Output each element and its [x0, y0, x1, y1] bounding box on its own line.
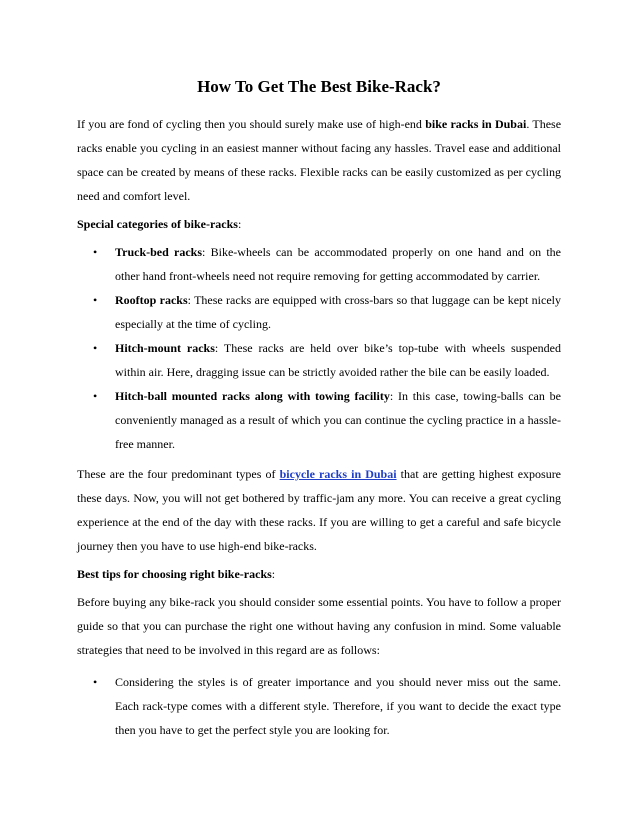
category-name: Rooftop racks: [115, 293, 188, 307]
bullet-icon: •: [93, 341, 98, 355]
bullet-icon: •: [93, 293, 98, 307]
special-categories-heading: [77, 212, 561, 236]
intro-paragraph: [77, 112, 561, 208]
list-item: [93, 240, 561, 288]
category-name: Truck-bed racks: [115, 245, 203, 259]
bullet-icon: •: [93, 389, 98, 403]
bicycle-racks-link[interactable]: bicycle racks in Dubai: [279, 467, 397, 481]
intro-text-2: . These racks enable you cycling in an easiest manner without facing any hassles. Travel ease and additional space can be created by means of these racks. Flexible racks can be easily customized as per cycling need and comfort level.: [77, 117, 562, 203]
tips-heading: [77, 562, 561, 586]
special-heading-colon: :: [237, 217, 242, 231]
categories-list: [77, 240, 561, 456]
tips-intro-paragraph: Before buying any bike-rack you should consider some essential points. You have to follow a proper guide so that you can purchase the right one without having any confusion in mind. Some valuable strategies that need to be involved in this regard are as follows:: [77, 595, 561, 657]
bullet-icon: •: [93, 245, 98, 259]
list-item: [93, 288, 561, 336]
types-text-2: that are getting highest exposure these days. Now, you will not get bothered by traffic-jam any more. You can receive a great cycling experience at the end of the day with these racks. If you are willing to get a careful and safe bicycle journey then you have to use high-end bike-racks.: [77, 467, 562, 553]
category-text: : These racks are held over bike’s top-tube with wheels suspended within air. Here, dragging issue can be strictly avoided rather the bile can be easily loaded.: [115, 341, 561, 379]
list-item: [93, 384, 561, 456]
tips-list: [77, 670, 561, 742]
category-text: : Bike-wheels can be accommodated properly on one hand and on the other hand front-wheels need not require removing for getting accommodated by carrier.: [115, 245, 561, 283]
list-item: [93, 336, 561, 384]
tips-heading-colon: :: [271, 567, 276, 581]
category-name: Hitch-ball mounted racks along with towing facility: [115, 389, 390, 403]
category-name: Hitch-mount racks: [115, 341, 215, 355]
list-item: [93, 670, 561, 742]
intro-text-1: If you are fond of cycling then you should surely make use of high-end: [77, 117, 426, 131]
category-text: : In this case, towing-balls can be conveniently managed as a result of which you can continue the cycling practice in a hassle-free manner.: [115, 389, 561, 451]
special-heading-text: Special categories of bike-racks: [77, 217, 238, 231]
bullet-icon: •: [93, 675, 98, 689]
intro-bold-keyword: bike racks in Dubai: [425, 117, 527, 131]
document-title: How To Get The Best Bike-Rack?: [197, 77, 441, 96]
types-paragraph: [77, 462, 561, 558]
tip-text: Considering the styles is of greater importance and you should never miss out the same. Each rack-type comes with a different style. Therefore, if you want to decide the exact type then you have to get the perfect style you are looking for.: [115, 675, 561, 737]
tips-heading-text: Best tips for choosing right bike-racks: [77, 567, 272, 581]
category-text: : These racks are equipped with cross-bars so that luggage can be kept nicely especially at the time of cycling.: [115, 293, 561, 331]
types-text-1: These are the four predominant types of: [77, 467, 280, 481]
